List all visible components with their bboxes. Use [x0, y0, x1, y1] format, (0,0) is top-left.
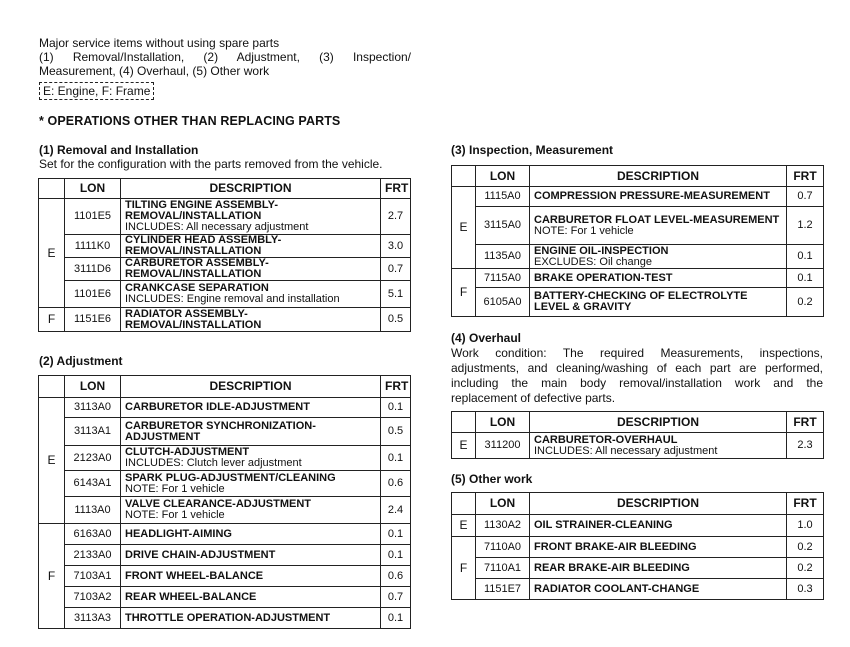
operation-title: OIL STRAINER-CLEANING	[534, 519, 673, 531]
intro-line-3: Measurement, (4) Overhaul, (5) Other work	[39, 64, 270, 78]
table-row	[452, 245, 824, 269]
other-title: (5) Other work	[451, 472, 533, 486]
removal-subtitle: Set for the configuration with the parts removed from the vehicle.	[39, 157, 383, 171]
overhaul-text: Work condition: The required Measurements, inspections, adjustments, and cleaning/washing of each part are performed, including the main body removal/installation work and the replacement of defective parts.	[451, 346, 823, 405]
frt-cell: 0.1	[381, 524, 411, 545]
operation-note: INCLUDES: All necessary adjustment	[534, 444, 718, 457]
header-row	[452, 166, 824, 187]
other-table	[451, 492, 824, 600]
description-cell	[530, 187, 787, 207]
frt-cell: 0.1	[381, 446, 411, 471]
operation-title: CARBURETOR IDLE-ADJUSTMENT	[125, 401, 310, 413]
frt-cell: 0.1	[381, 398, 411, 418]
operation-title: BRAKE OPERATION-TEST	[534, 271, 673, 284]
group-code-cell: F	[39, 308, 65, 332]
frt-cell: 0.1	[381, 608, 411, 629]
frt-cell: 2.4	[381, 497, 411, 524]
description-cell	[530, 579, 787, 600]
operation-note: NOTE: For 1 vehicle	[125, 509, 225, 521]
lon-cell: 1151E6	[65, 308, 121, 332]
description-cell	[530, 433, 787, 459]
table-row	[39, 199, 411, 235]
header-row	[39, 179, 411, 199]
inspection-title: (3) Inspection, Measurement	[451, 143, 614, 157]
operation-title: CLUTCH-ADJUSTMENT	[125, 446, 250, 458]
table-row	[39, 398, 411, 418]
table-row	[452, 537, 824, 558]
frt-cell: 1.0	[787, 515, 824, 537]
operation-title: FRONT WHEEL-BALANCE	[125, 569, 264, 582]
lon-cell: 311200	[476, 433, 530, 459]
adjustment-title: (2) Adjustment	[39, 354, 123, 368]
table-row	[39, 566, 411, 587]
frt-cell: 0.2	[787, 558, 824, 579]
operation-title: SPARK PLUG-ADJUSTMENT/CLEANING	[125, 471, 336, 484]
frt-cell: 0.2	[787, 288, 824, 317]
lon-cell: 1111K0	[65, 235, 121, 258]
frt-cell: 0.3	[787, 579, 824, 600]
lon-cell: 1151E7	[476, 579, 530, 600]
frt-cell: 0.1	[381, 545, 411, 566]
description-cell	[121, 446, 381, 471]
table-row	[452, 515, 824, 537]
description-cell	[530, 515, 787, 537]
group-header-cell	[452, 166, 476, 187]
description-cell	[530, 558, 787, 579]
table-row	[39, 497, 411, 524]
frt-cell: 3.0	[381, 235, 411, 258]
header-row	[452, 493, 824, 515]
description-cell	[121, 199, 381, 235]
operation-title: CARBURETOR-OVERHAUL	[534, 433, 678, 446]
operation-title: REAR WHEEL-BALANCE	[125, 590, 257, 603]
table-row	[452, 207, 824, 245]
lon-cell: 6143A1	[65, 471, 121, 497]
lon-header: LON	[476, 412, 530, 433]
frt-cell: 0.7	[381, 258, 411, 281]
table-row	[39, 308, 411, 332]
description-cell	[530, 288, 787, 317]
lon-header: LON	[476, 166, 530, 187]
overhaul-title: (4) Overhaul	[451, 331, 522, 345]
description-cell	[530, 207, 787, 245]
lon-cell: 1113A0	[65, 497, 121, 524]
group-header-cell	[452, 493, 476, 515]
lon-cell: 3115A0	[476, 207, 530, 245]
description-cell	[121, 258, 381, 281]
operation-title: CRANKCASE SEPARATION	[125, 282, 269, 294]
table-row	[39, 281, 411, 308]
table-row	[39, 587, 411, 608]
description-cell	[121, 566, 381, 587]
header-row	[39, 376, 411, 398]
description-cell	[121, 497, 381, 524]
description-cell	[530, 537, 787, 558]
frt-header: FRT	[381, 376, 411, 398]
lon-cell: 1130A2	[476, 515, 530, 537]
description-cell	[121, 398, 381, 418]
main-title: * OPERATIONS OTHER THAN REPLACING PARTS	[39, 114, 341, 128]
frt-cell: 0.1	[787, 245, 824, 269]
operation-title: RADIATOR ASSEMBLY-REMOVAL/INSTALLATION	[125, 307, 262, 331]
operation-title: BATTERY-CHECKING OF ELECTROLYTE LEVEL & GRAVITY	[534, 290, 748, 313]
description-cell	[121, 587, 381, 608]
table-row	[452, 433, 824, 459]
description-cell	[530, 269, 787, 288]
frt-cell: 0.7	[381, 587, 411, 608]
operation-title: TILTING ENGINE ASSEMBLY-REMOVAL/INSTALLATION	[125, 199, 278, 222]
intro-block	[39, 36, 411, 100]
description-header: DESCRIPTION	[530, 412, 787, 433]
table-row	[39, 235, 411, 258]
lon-cell: 7115A0	[476, 269, 530, 288]
operation-title: CARBURETOR FLOAT LEVEL-MEASUREMENT	[534, 213, 780, 226]
operation-title: REAR BRAKE-AIR BLEEDING	[534, 561, 690, 574]
description-header: DESCRIPTION	[530, 166, 787, 187]
table-row	[452, 288, 824, 317]
description-header: DESCRIPTION	[530, 493, 787, 515]
description-cell	[121, 524, 381, 545]
lon-header: LON	[476, 493, 530, 515]
intro-line-2: (1) Removal/Installation, (2) Adjustment, (3) Inspection/	[39, 50, 411, 64]
table-row	[39, 418, 411, 446]
description-cell	[121, 418, 381, 446]
description-cell	[121, 308, 381, 332]
lon-cell: 7103A1	[65, 566, 121, 587]
adjustment-table	[38, 375, 411, 629]
lon-cell: 7110A0	[476, 537, 530, 558]
intro-line-1: Major service items without using spare parts	[39, 36, 280, 50]
lon-cell: 1101E5	[65, 199, 121, 235]
group-code-cell: F	[39, 524, 65, 629]
lon-cell: 3111D6	[65, 258, 121, 281]
group-code-cell: E	[39, 199, 65, 308]
removal-table	[38, 178, 411, 332]
legend-box: E: Engine, F: Frame	[39, 82, 154, 100]
operation-title: ENGINE OIL-INSPECTION	[534, 244, 669, 257]
table-row	[39, 258, 411, 281]
description-cell	[121, 281, 381, 308]
frt-header: FRT	[787, 166, 824, 187]
frt-header: FRT	[787, 493, 824, 515]
group-code-cell: E	[452, 433, 476, 459]
operation-note: NOTE: For 1 vehicle	[534, 224, 634, 237]
description-cell	[121, 545, 381, 566]
description-cell	[121, 471, 381, 497]
operation-note: INCLUDES: Engine removal and installation	[125, 293, 340, 305]
table-row	[39, 545, 411, 566]
table-row	[39, 608, 411, 629]
frt-cell: 2.3	[787, 433, 824, 459]
operation-title: THROTTLE OPERATION-ADJUSTMENT	[125, 611, 331, 624]
group-header-cell	[39, 179, 65, 199]
description-header: DESCRIPTION	[121, 179, 381, 199]
lon-cell: 7110A1	[476, 558, 530, 579]
lon-cell: 6105A0	[476, 288, 530, 317]
group-code-cell: E	[452, 187, 476, 269]
frt-cell: 5.1	[381, 281, 411, 308]
group-code-cell: F	[452, 269, 476, 317]
frt-cell: 0.5	[381, 308, 411, 332]
lon-header: LON	[65, 179, 121, 199]
operation-title: COMPRESSION PRESSURE-MEASUREMENT	[534, 190, 770, 202]
frt-cell: 0.1	[787, 269, 824, 288]
group-code-cell: E	[39, 398, 65, 524]
group-header-cell	[452, 412, 476, 433]
description-cell	[530, 245, 787, 269]
group-header-cell	[39, 376, 65, 398]
lon-cell: 1101E6	[65, 281, 121, 308]
table-row	[452, 269, 824, 288]
operation-note: INCLUDES: All necessary adjustment	[125, 221, 309, 233]
operation-title: CYLINDER HEAD ASSEMBLY-REMOVAL/INSTALLATION	[125, 234, 282, 257]
frt-cell: 0.2	[787, 537, 824, 558]
overhaul-table	[451, 411, 824, 459]
operation-title: CARBURETOR SYNCHRONIZATION-ADJUSTMENT	[125, 419, 316, 443]
frt-cell: 0.6	[381, 471, 411, 497]
table-row	[39, 446, 411, 471]
operation-title: FRONT BRAKE-AIR BLEEDING	[534, 540, 697, 553]
lon-cell: 1135A0	[476, 245, 530, 269]
operation-title: VALVE CLEARANCE-ADJUSTMENT	[125, 498, 311, 510]
frt-header: FRT	[381, 179, 411, 199]
lon-cell: 7103A2	[65, 587, 121, 608]
lon-cell: 2133A0	[65, 545, 121, 566]
operation-title: RADIATOR COOLANT-CHANGE	[534, 582, 700, 595]
lon-cell: 2123A0	[65, 446, 121, 471]
frt-header: FRT	[787, 412, 824, 433]
operation-note: INCLUDES: Clutch lever adjustment	[125, 457, 302, 469]
header-row	[452, 412, 824, 433]
table-row	[452, 579, 824, 600]
operation-title: HEADLIGHT-AIMING	[125, 527, 232, 540]
operation-note: NOTE: For 1 vehicle	[125, 482, 225, 495]
inspection-table	[451, 165, 824, 317]
table-row	[39, 524, 411, 545]
group-code-cell: E	[452, 515, 476, 537]
lon-cell: 3113A1	[65, 418, 121, 446]
table-row	[452, 187, 824, 207]
frt-cell: 0.5	[381, 418, 411, 446]
frt-cell: 2.7	[381, 199, 411, 235]
frt-cell: 0.7	[787, 187, 824, 207]
frt-cell: 0.6	[381, 566, 411, 587]
frt-cell: 1.2	[787, 207, 824, 245]
operation-note: EXCLUDES: Oil change	[534, 255, 652, 268]
lon-cell: 6163A0	[65, 524, 121, 545]
operation-title: CARBURETOR ASSEMBLY-REMOVAL/INSTALLATION	[125, 257, 269, 280]
description-cell	[121, 608, 381, 629]
group-code-cell: F	[452, 537, 476, 600]
lon-cell: 3113A3	[65, 608, 121, 629]
operation-title: DRIVE CHAIN-ADJUSTMENT	[125, 548, 276, 561]
table-row	[452, 558, 824, 579]
description-cell	[121, 235, 381, 258]
table-row	[39, 471, 411, 497]
removal-title: (1) Removal and Installation	[39, 143, 199, 157]
lon-cell: 1115A0	[476, 187, 530, 207]
description-header: DESCRIPTION	[121, 376, 381, 398]
lon-cell: 3113A0	[65, 398, 121, 418]
lon-header: LON	[65, 376, 121, 398]
